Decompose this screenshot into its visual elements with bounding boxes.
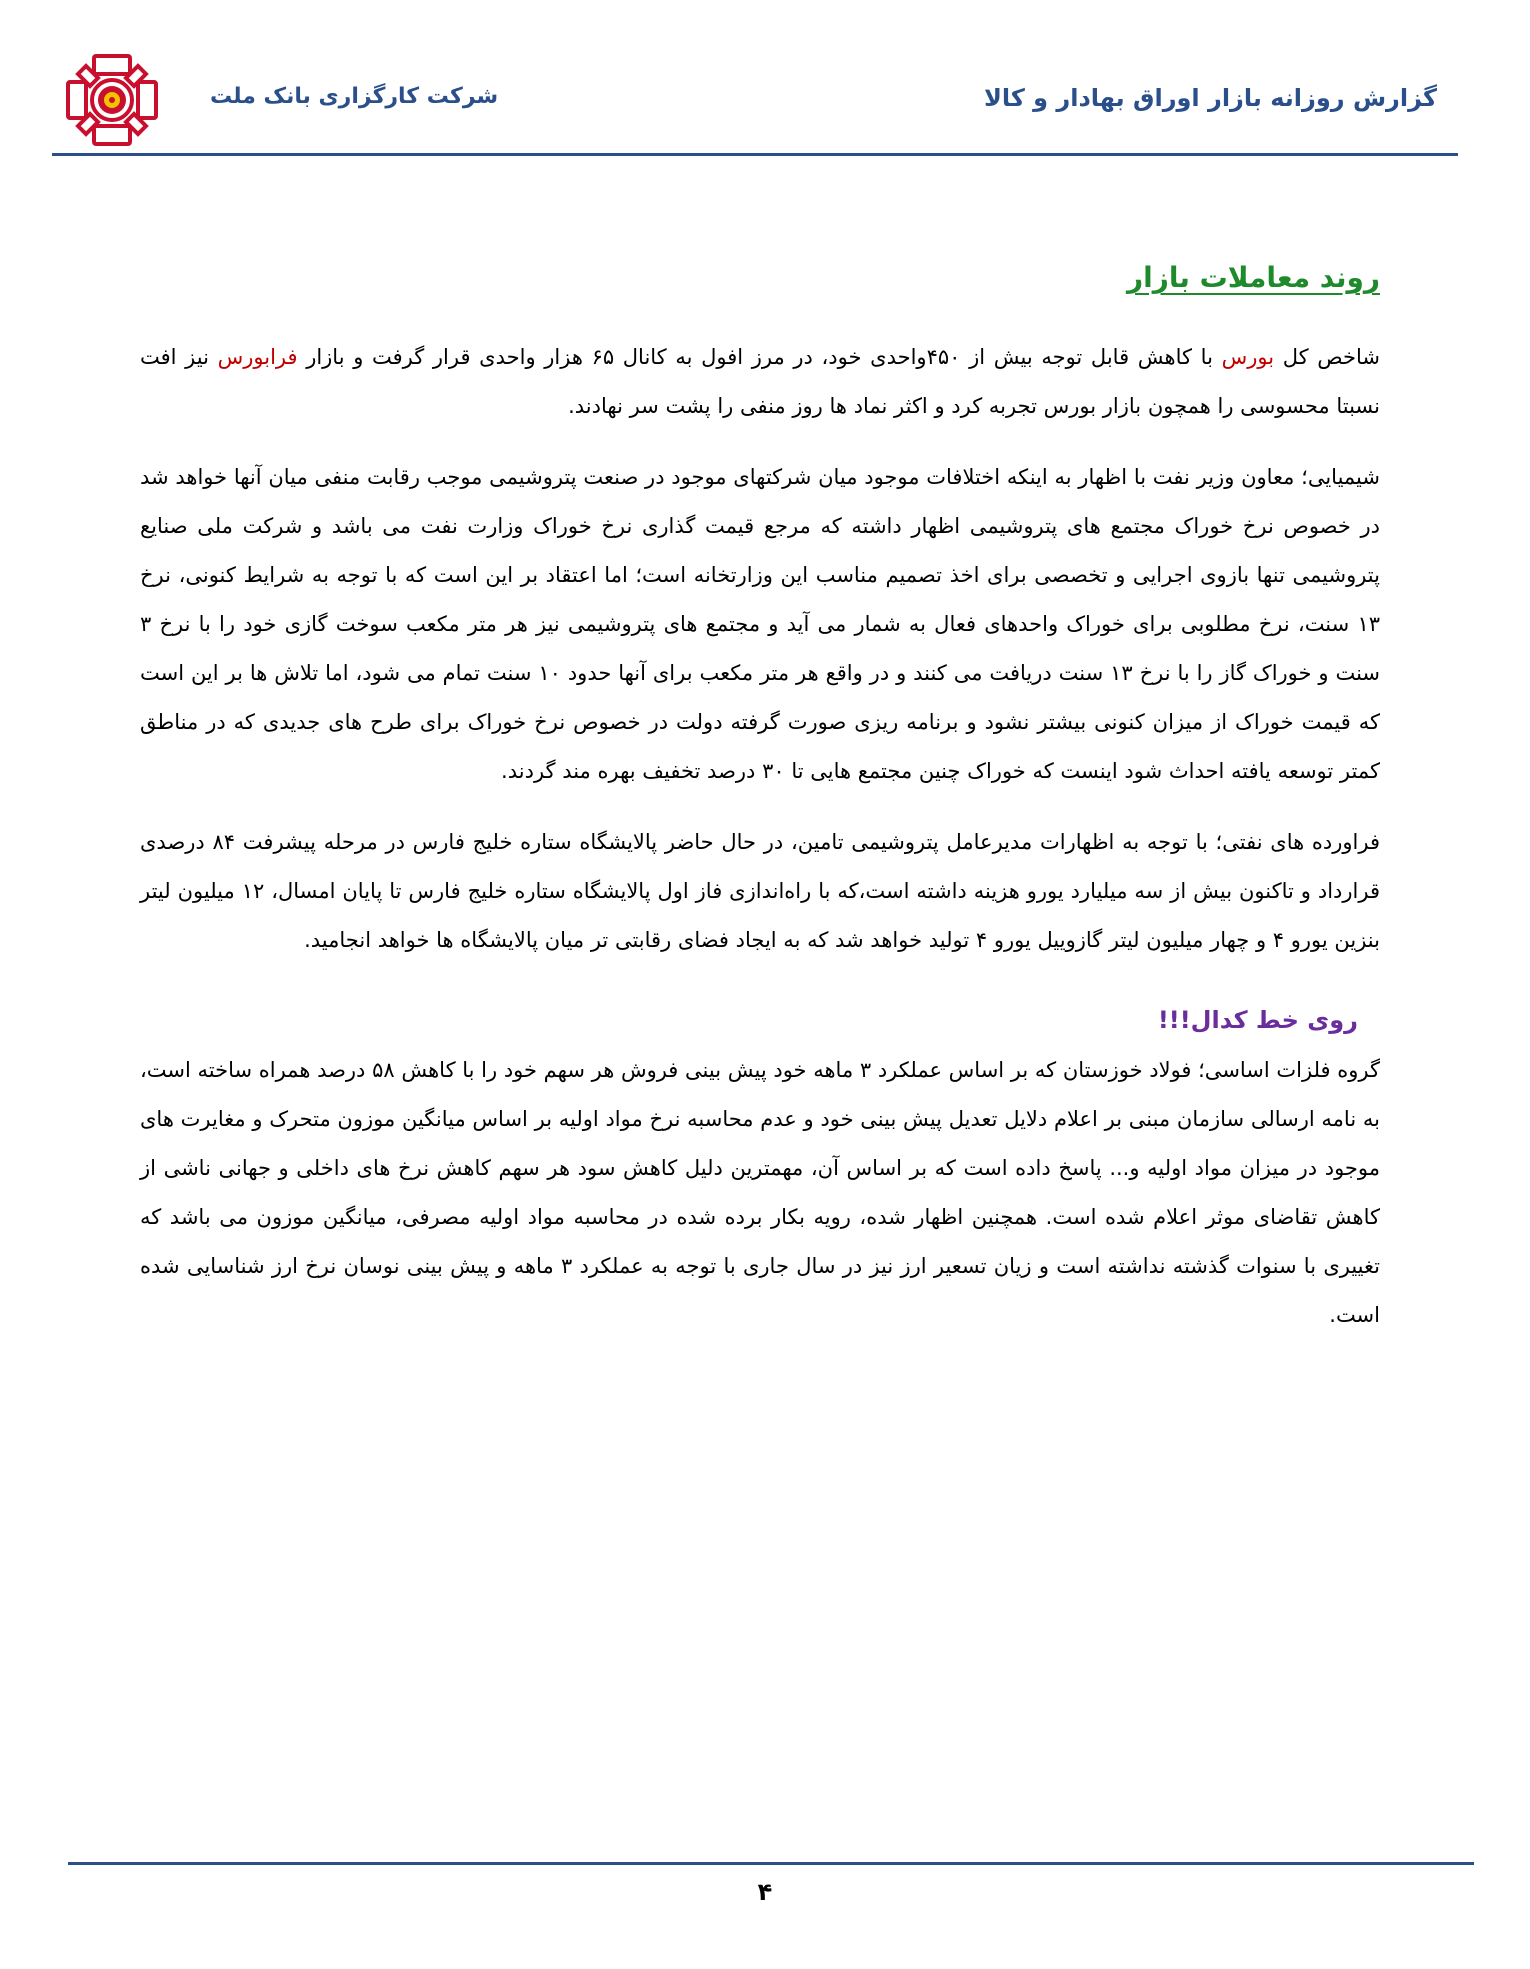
page-number: ۴ (757, 1878, 773, 1906)
subsection-title: روی خط کدال!!! (1157, 1006, 1358, 1035)
page-header (0, 0, 1530, 160)
report-title: گزارش روزانه بازار اوراق بهادار و کالا (983, 84, 1437, 112)
header-divider (52, 153, 1458, 156)
highlight-bourse: بورس (1221, 345, 1275, 370)
paragraph-text: با کاهش قابل توجه بیش از ۴۵۰واحدی خود، در مرز افول به کانال ۶۵ هزار واحدی قرار گرفت و بازار (297, 345, 1222, 370)
footer-divider (68, 1862, 1474, 1865)
paragraph-text: نیز افت نسبتا محسوسی را همچون بازار بورس تجربه کرد و اکثر نماد ها روز منفی را پشت سر نهادند. (140, 345, 1380, 419)
bank-mellat-logo-icon (64, 52, 160, 148)
paragraph-basic-metals: گروه فلزات اساسی؛ فولاد خوزستان که بر اساس عملکرد ۳ ماهه خود پیش بینی فروش هر سهم خود را با کاهش ۵۸ درصد همراه ساخته است، به نامه ارسالی سازمان مبنی بر اعلام دلایل تعدیل پیش بینی خود و عدم محاسبه نرخ مواد اولیه بر اساس میانگین موزون متحرک و مغایرت های موجود در میزان مواد اولیه و... پاسخ داده است که بر اساس آن، مهمترین دلیل کاهش سود هر سهم کاهش نرخ های داخلی و جهانی ناشی از کاهش تقاضای موثر اعلام شده است. همچنین اظهار شده، رویه بکار برده شده در محاسبه مواد اولیه مصرفی، میانگین موزون می باشد که تغییری با سنوات گذشته نداشته است و زیان تسعیر ارز نیز در سال جاری با توجه به عملکرد ۳ ماهه و پیش بینی نوسان نرخ ارز شناسایی شده است. (140, 1058, 1381, 1328)
section-title: روند معاملات بازار (1127, 261, 1380, 294)
paragraph-text: شاخص کل (1274, 345, 1380, 370)
company-name: شرکت کارگزاری بانک ملت (210, 84, 499, 109)
paragraph-oil-products: فراورده های نفتی؛ با توجه به اظهارات مدیرعامل پتروشیمی تامین، در حال حاضر پالایشگاه ستاره خلیج فارس در مرحله پیشرفت ۸۴ درصدی قرارداد و تاکنون بیش از سه میلیارد یورو هزینه داشته است،که با راه‌اندازی فاز اول پالایشگاه ستاره خلیج فارس تا پایان امسال، ۱۲ میلیون لیتر بنزین یورو ۴ و چهار میلیون لیتر گازوییل یورو ۴ تولید خواهد شد که به ایجاد فضای رقابتی تر میان پالایشگاه ها خواهد انجامید. (140, 830, 1380, 953)
page-content (140, 258, 1380, 1362)
highlight-farabourse: فرابورس (217, 345, 298, 370)
paragraph-chemical: شیمیایی؛ معاون وزیر نفت با اظهار به اینکه اختلافات موجود میان شرکتهای موجود در صنعت پتروشیمی موجب رقابت منفی میان آنها خواهد شد در خصوص نرخ خوراک مجتمع های پتروشیمی اظهار داشته که مرجع قیمت گذاری نرخ خوراک وزارت نفت می باشد و شرکت ملی صنایع پتروشیمی تنها بازوی اجرایی و تخصصی برای اخذ تصمیم مناسب این وزارتخانه است؛ اما اعتقاد بر این است که با توجه به شرایط کنونی، نرخ ۱۳ سنت، نرخ مطلوبی برای خوراک واحدهای فعال به شمار می آید و مجتمع های پتروشیمی نیز هر متر مکعب سوخت گازی خود را با نرخ ۳ سنت و خوراک گاز را با نرخ ۱۳ سنت دریافت می کنند و در واقع هر متر مکعب برای آنها حدود ۱۰ سنت تمام می شود، اما تلاش ها بر این است که قیمت خوراک از میزان کنونی بیشتر نشود و برنامه ریزی صورت گرفته دولت در خصوص نرخ خوراک برای طرح های جدیدی که در مناطق کمتر توسعه یافته احداث شود اینست که خوراک چنین مجتمع هایی تا ۳۰ درصد تخفیف بهره مند گردند. (140, 465, 1380, 784)
paragraph-market-index (140, 333, 1380, 431)
